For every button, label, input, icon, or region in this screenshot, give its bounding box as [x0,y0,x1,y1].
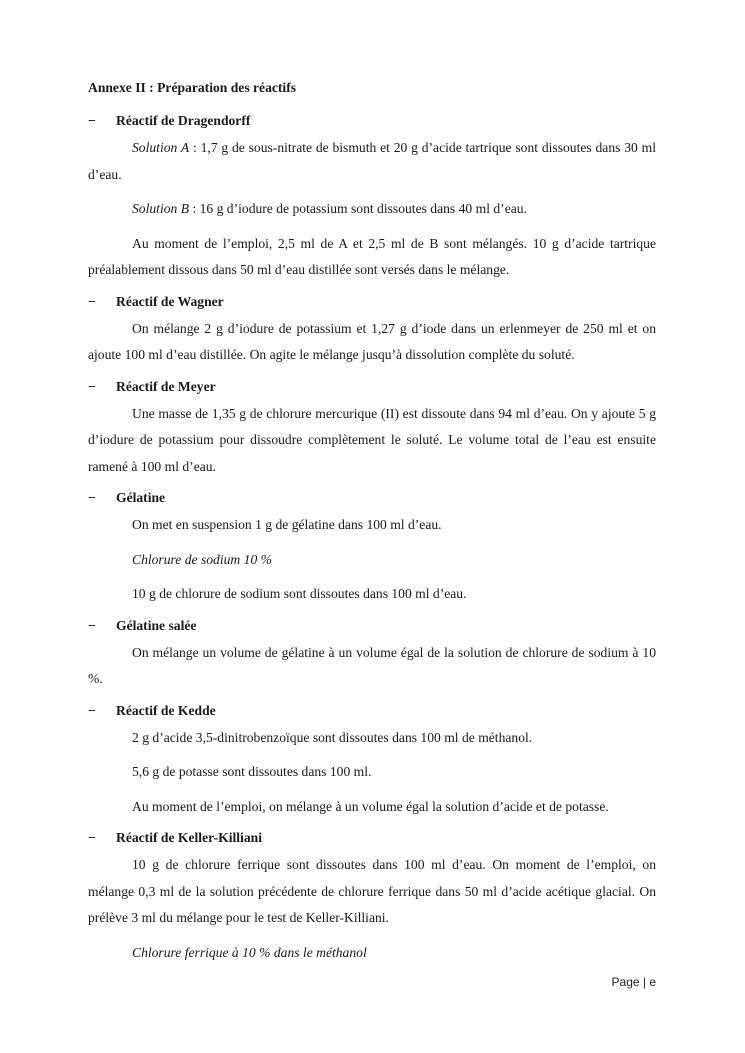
section-keller-killiani [88,828,656,966]
heading-text: Réactif de Keller-Killiani [116,830,262,845]
dash-bullet: − [88,293,96,309]
paragraph: On mélange 2 g d’iodure de potassium et 1,27 g d’iode dans un erlenmeyer de 250 ml et on ajoute 100 ml d’eau distillée. On agite le mélange jusqu’à dissolution complète du soluté. [88,320,656,362]
section-heading [88,111,656,131]
page-footer: Page | e [611,975,656,989]
paragraph-solution-a [88,135,656,188]
heading-text: Gélatine salée [116,617,197,633]
paragraph: Au moment de l’emploi, on mélange à un volume égal la solution d’acide et de potasse. [132,798,609,814]
dash-bullet: − [88,490,96,505]
section-wagner [88,292,656,369]
dash-bullet: − [88,378,96,394]
heading-text: Réactif de Kedde [116,702,216,718]
section-gelatine [88,488,656,608]
section-dragendorff [88,111,656,284]
section-heading [88,292,656,312]
section-heading [88,701,656,721]
paragraph-usage: Au moment de l’emploi, 2,5 ml de A et 2,5 ml de B sont mélangés. 10 g d’acide tartrique préalablement dissous dans 50 ml d’eau distillée sont versés dans le mélange. [88,235,656,277]
heading-text: Réactif de Wagner [116,293,224,309]
paragraph: 10 g de chlorure de sodium sont dissoutes dans 100 ml d’eau. [132,586,467,601]
paragraph: 2 g d’acide 3,5-dinitrobenzoïque sont dissoutes dans 100 ml de méthanol. [132,729,533,745]
subheading-italic: Chlorure ferrique à 10 % dans le méthanol [132,944,367,960]
section-heading [88,616,656,636]
heading-text: Réactif de Meyer [116,378,216,394]
dash-bullet: − [88,113,96,128]
paragraph: On mélange un volume de gélatine à un volume égal de la solution de chlorure de sodium à 10 %. [88,644,656,686]
dash-bullet: − [88,617,96,633]
heading-text: Gélatine [116,490,166,505]
paragraph-solution-b [88,196,656,223]
section-gelatine-salee [88,616,656,693]
paragraph: On met en suspension 1 g de gélatine dans 100 ml d’eau. [132,517,442,532]
heading-text: Réactif de Dragendorff [116,113,251,128]
dash-bullet: − [88,702,96,718]
section-kedde [88,701,656,821]
solution-b-text: : 16 g d’iodure de potassium sont dissoutes dans 40 ml d’eau. [189,201,527,216]
solution-b-label: Solution B [132,201,190,216]
paragraph: 10 g de chlorure ferrique sont dissoutes dans 100 ml d’eau. On moment de l’emploi, on mélange 0,3 ml de la solution précédente de chlorure ferrique dans 50 ml d’acide acétique glacial. On prélève 3 ml du mélange pour le test de Keller-Killiani. [88,857,656,925]
section-heading [88,488,656,508]
annex-title: Annexe II : Préparation des réactifs [88,80,297,95]
section-meyer [88,377,656,481]
document-page [88,78,656,974]
subheading-italic: Chlorure de sodium 10 % [132,551,272,567]
dash-bullet: − [88,830,96,845]
solution-a-label: Solution A [132,140,190,155]
paragraph: 5,6 g de potasse sont dissoutes dans 100 ml. [132,764,372,779]
paragraph: Une masse de 1,35 g de chlorure mercurique (II) est dissoute dans 94 ml d’eau. On y ajoute 5 g d’iodure de potassium pour dissoudre complètement le soluté. Le volume total de l’eau est ensuite ramené à 100 ml d’eau. [88,405,656,474]
section-heading [88,377,656,397]
section-heading [88,828,656,848]
solution-a-text: : 1,7 g de sous-nitrate de bismuth et 20 g d’acide tartrique sont dissoutes dans 30 ml d’eau. [88,140,656,182]
